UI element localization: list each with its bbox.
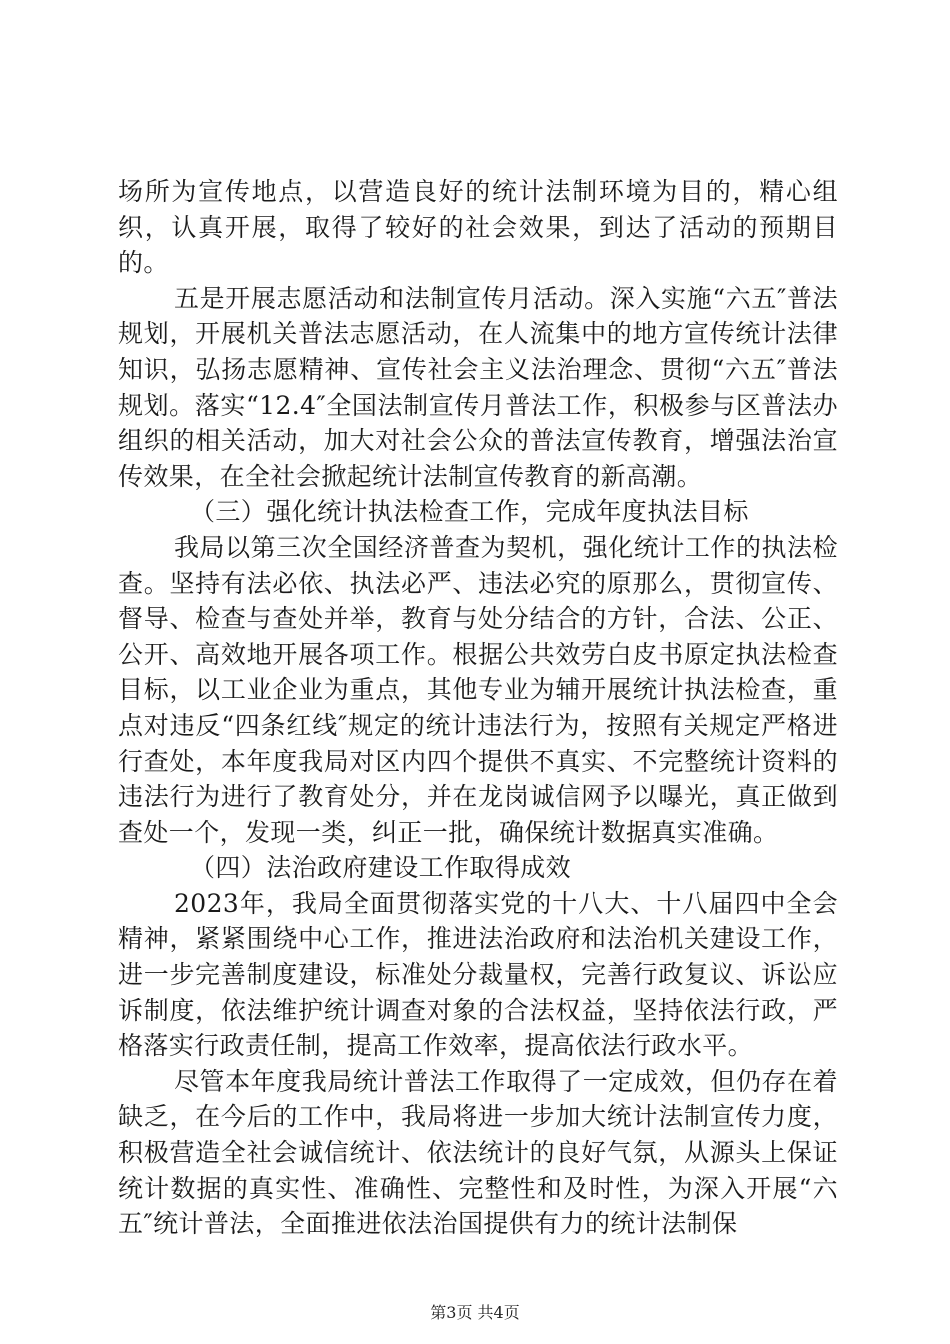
paragraph-volunteer-activities: 五是开展志愿活动和法制宣传月活动。深入实施“六五″普法规划，开展机关普法志愿活动，在人流集中的地方宣传统计法律知识，弘扬志愿精神、宣传社会主义法治理念、贯彻“六五″普法规划。落实“12.4″全国法制宣传月普法工作，积极参与区普法办组织的相关活动，加大对社会公众的普法宣传教育，增强法治宣传效果，在全社会掀起统计法制宣传教育的新高潮。 — [118, 283, 838, 491]
document-body — [118, 174, 838, 1242]
section-heading-3: （三）强化统计执法检查工作，完成年度执法目标 — [190, 497, 749, 527]
paragraph-conclusion: 尽管本年度我局统计普法工作取得了一定成效，但仍存在着缺乏，在今后的工作中，我局将进一步加大统计法制宣传力度，积极营造全社会诚信统计、依法统计的良好气氛，从源头上保证统计数据的真实性、准确性、完整性和及时性，为深入开展“六五″统计普法，全面推进依法治国提供有力的统计法制保 — [118, 1066, 838, 1239]
page-footer: 第3页 共4页 — [430, 1303, 520, 1322]
paragraph-continuation: 场所为宣传地点，以营造良好的统计法制环境为目的，精心组织，认真开展，取得了较好的社会效果，到达了活动的预期目的。 — [118, 177, 838, 278]
paragraph-rule-of-law-government: 2023年，我局全面贯彻落实党的十八大、十八届四中全会精神，紧紧围绕中心工作，推进法治政府和法治机关建设工作，进一步完善制度建设，标准处分裁量权，完善行政复议、诉讼应诉制度，依法维护统计调查对象的合法权益，坚持依法行政，严格落实行政责任制，提高工作效率，提高依法行政水平。 — [118, 888, 838, 1061]
section-heading-4: （四）法治政府建设工作取得成效 — [190, 853, 572, 883]
paragraph-law-enforcement: 我局以第三次全国经济普查为契机，强化统计工作的执法检查。坚持有法必依、执法必严、违法必究的原那么，贯彻宣传、督导、检查与查处并举，教育与处分结合的方针，合法、公正、公开、高效地开展各项工作。根据公共效劳白皮书原定执法检查目标，以工业企业为重点，其他专业为辅开展统计执法检查，重点对违反“四条红线″规定的统计违法行为，按照有关规定严格进行查处，本年度我局对区内四个提供不真实、不完整统计资料的违法行为进行了教育处分，并在龙岗诚信网予以曝光，真正做到查处一个，发现一类，纠正一批，确保统计数据真实准确。 — [118, 532, 838, 847]
